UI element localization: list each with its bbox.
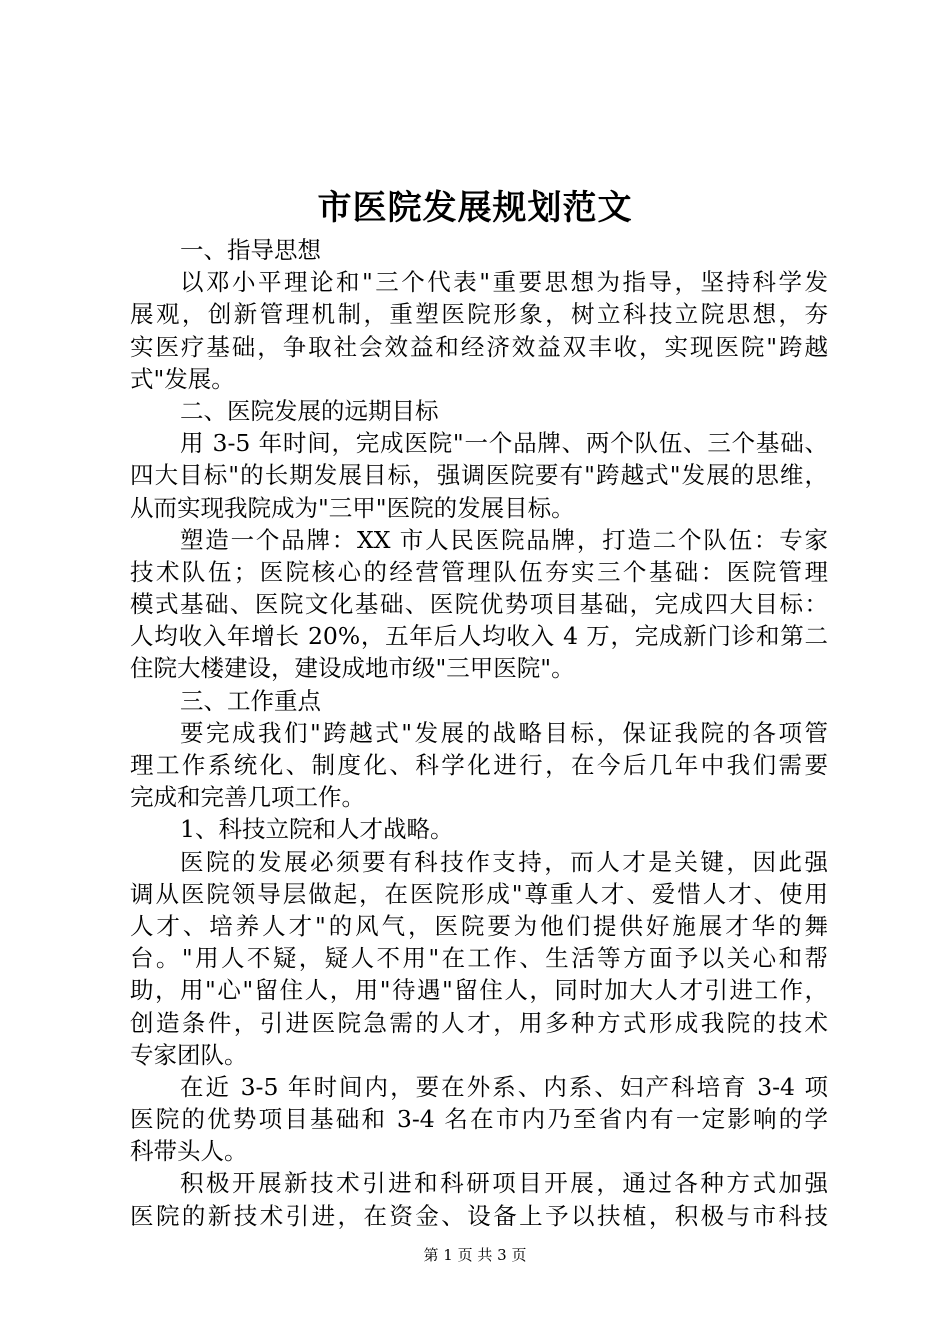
body-text-line: 调从医院领导层做起，在医院形成"尊重人才、爱惜人才、使用 — [130, 879, 828, 908]
body-text-line: 用 3-5 年时间，完成医院"一个品牌、两个队伍、三个基础、 — [180, 429, 828, 458]
body-text-line: 1、科技立院和人才战略。 — [180, 815, 454, 844]
body-text-line: 式"发展。 — [130, 364, 235, 393]
body-text-line: 在近 3-5 年时间内，要在外系、内系、妇产科培育 3-4 项 — [180, 1072, 828, 1101]
document-body — [130, 234, 828, 1232]
body-text-line: 二、医院发展的远期目标 — [180, 396, 439, 425]
document-title: 市医院发展规划范文 — [317, 188, 633, 228]
body-text-line: 助，用"心"留住人，用"待遇"留住人，同时加大人才引进工作， — [130, 976, 828, 1005]
body-text-line: 医院的新技术引进，在资金、设备上予以扶植，积极与市科技 — [130, 1201, 828, 1230]
body-text-line: 科带头人。 — [130, 1137, 248, 1166]
body-text-line: 以邓小平理论和"三个代表"重要思想为指导，坚持科学发 — [180, 268, 828, 297]
body-text-line: 创造条件，引进医院急需的人才，用多种方式形成我院的技术 — [130, 1008, 828, 1037]
body-text-line: 模式基础、医院文化基础、医院优势项目基础，完成四大目标： — [130, 590, 828, 619]
body-text-line: 理工作系统化、制度化、科学化进行，在今后几年中我们需要 — [130, 751, 828, 779]
body-text-line: 实医疗基础，争取社会效益和经济效益双丰收，实现医院"跨越 — [130, 332, 828, 361]
body-text-line: 医院的优势项目基础和 3-4 名在市内乃至省内有一定影响的学 — [130, 1105, 828, 1134]
body-text-line: 要完成我们"跨越式"发展的战略目标，保证我院的各项管 — [180, 718, 828, 747]
page-number-footer: 第 1 页 共 3 页 — [423, 1246, 527, 1264]
body-text-line: 展观，创新管理机制，重塑医院形象，树立科技立院思想，夯 — [130, 300, 828, 329]
body-text-line: 医院的发展必须要有科技作支持，而人才是关键，因此强 — [180, 847, 828, 876]
body-text-line: 人均收入年增长 20%，五年后人均收入 4 万，完成新门诊和第二 — [130, 622, 828, 651]
body-text-line: 一、指导思想 — [180, 236, 321, 264]
body-text-line: 三、工作重点 — [180, 686, 321, 715]
body-text-line: 从而实现我院成为"三甲"医院的发展目标。 — [130, 493, 575, 522]
body-text-line: 塑造一个品牌：XX 市人民医院品牌，打造二个队伍：专家 — [180, 525, 828, 554]
body-text-line: 人才、培养人才"的风气，医院要为他们提供好施展才华的舞 — [130, 911, 828, 940]
body-text-line: 住院大楼建设，建设成地市级"三甲医院"。 — [130, 654, 575, 683]
body-text-line: 技术队伍；医院核心的经营管理队伍夯实三个基础：医院管理 — [130, 557, 828, 586]
body-text-line: 四大目标"的长期发展目标，强调医院要有"跨越式"发展的思维， — [130, 461, 828, 490]
body-text-line: 积极开展新技术引进和科研项目开展，通过各种方式加强 — [180, 1169, 828, 1198]
body-text-line: 台。"用人不疑，疑人不用"在工作、生活等方面予以关心和帮 — [130, 944, 828, 973]
body-text-line: 完成和完善几项工作。 — [130, 783, 365, 812]
body-text-line: 专家团队。 — [130, 1040, 248, 1069]
